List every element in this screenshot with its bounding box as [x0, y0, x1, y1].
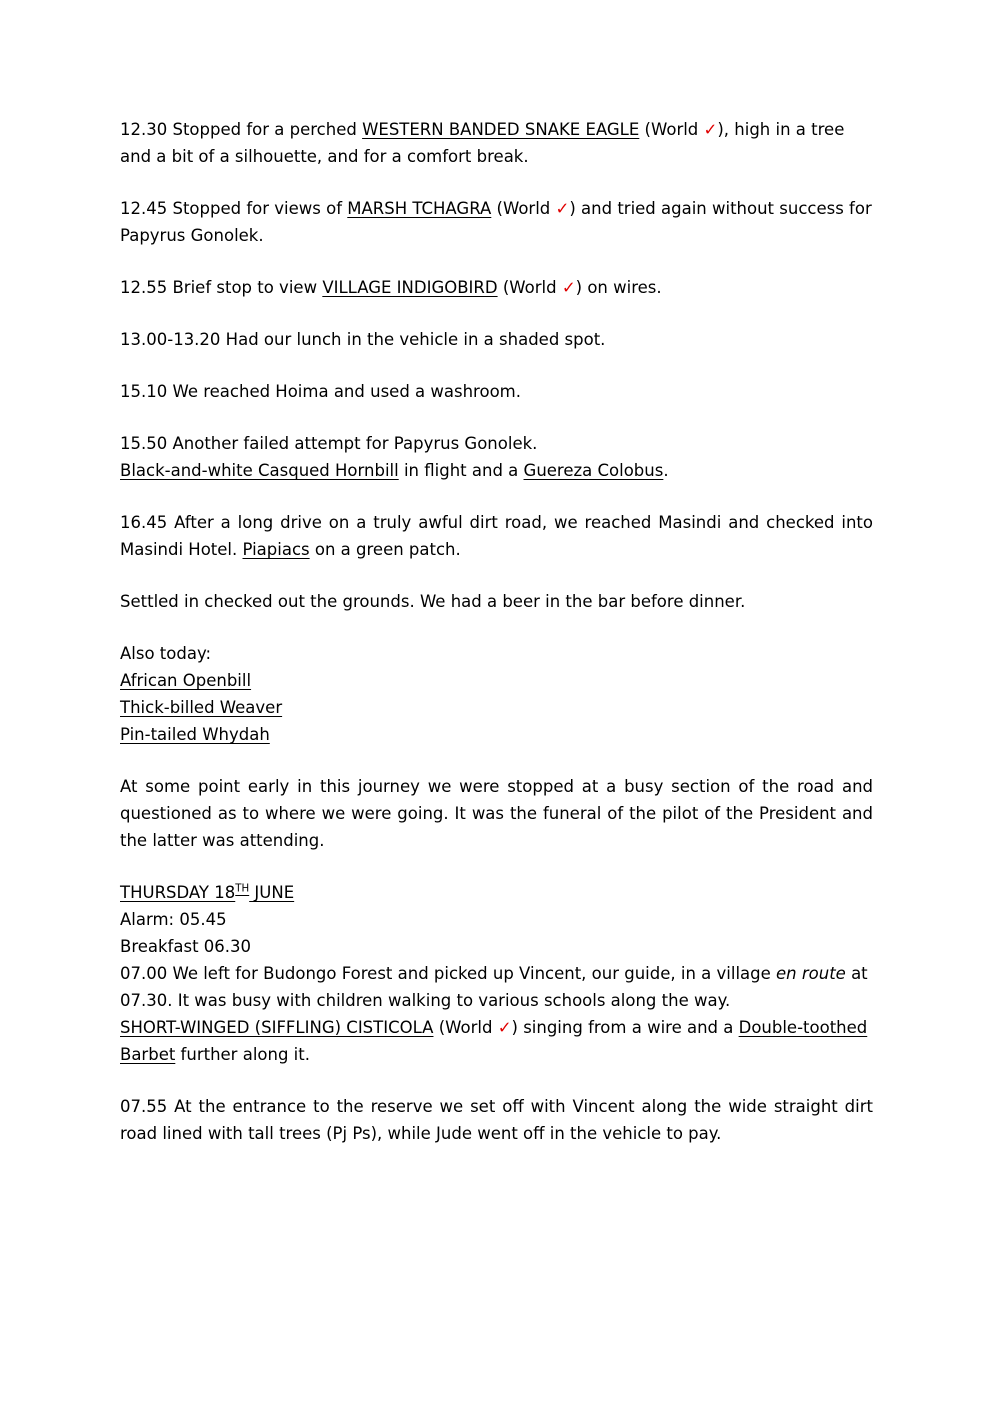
text-run: Alarm: 05.45	[120, 910, 227, 929]
text-run: 13.00-13.20 Had our lunch in the vehicle in a shaded spot.	[120, 330, 606, 349]
text-run: Breakfast 06.30	[120, 937, 252, 956]
underlined-species-name: SHORT-WINGED (SIFFLING) CISTICOLA	[120, 1018, 434, 1037]
checkmark-icon: ✓	[703, 120, 718, 139]
underlined-species-name: Pin-tailed Whydah	[120, 725, 270, 744]
underlined-species-name: Piapiacs	[242, 540, 310, 559]
text-run: 12.30 Stopped for a perched	[120, 120, 363, 139]
text-run: 07.55 At the entrance to the reserve we set off with Vincent along the wide straight dirt road lined with tall trees (Pj Ps), while Jude went off in the vehicle to pay.	[120, 1097, 873, 1143]
checkmark-icon: ✓	[555, 199, 570, 218]
text-run: 07.00 We left for Budongo Forest and picked up Vincent, our guide, in a village	[120, 964, 777, 983]
text-run: 15.50 Another failed attempt for Papyrus Gonolek.	[120, 434, 538, 453]
underlined-species-name: MARSH TCHAGRA	[347, 199, 492, 218]
underlined-species-name: Black-and-white Casqued Hornbill	[120, 461, 399, 480]
text-run: (World	[497, 278, 562, 297]
paragraph	[120, 588, 873, 615]
underlined-species-name: Double-toothed Barbet	[120, 1018, 868, 1064]
text-run: further along it.	[175, 1045, 310, 1064]
text-run: 16.45 After a long drive on a truly awful dirt road, we reached Masindi and checked into Masindi Hotel.	[120, 513, 873, 559]
text-run: (World	[491, 199, 556, 218]
paragraph	[120, 509, 873, 563]
text-run: At some point early in this journey we were stopped at a busy section of the road and questioned as to where we were going. It was the funeral of the pilot of the President and the latter was attending.	[120, 777, 873, 850]
text-run: Also today:	[120, 644, 212, 663]
paragraph	[120, 773, 873, 854]
text-run: ) singing from a wire and a	[511, 1018, 739, 1037]
text-run: Settled in checked out the grounds. We had a beer in the bar before dinner.	[120, 592, 746, 611]
text-run: (World	[639, 120, 704, 139]
underlined-species-name: African Openbill	[120, 671, 252, 690]
paragraph	[120, 378, 873, 405]
paragraph	[120, 1093, 873, 1147]
text-run: ) and tried again without success for Papyrus Gonolek.	[120, 199, 872, 245]
text-run: in flight and a	[398, 461, 524, 480]
text-run: (World	[433, 1018, 498, 1037]
paragraph	[120, 274, 873, 301]
text-run: ), high in a tree and a bit of a silhouette, and for a comfort break.	[120, 120, 845, 166]
document-body	[120, 116, 873, 1147]
underlined-species-name: Guereza Colobus	[523, 461, 664, 480]
text-run: at 07.30. It was busy with children walking to various schools along the way.	[120, 964, 868, 1010]
paragraph	[120, 430, 873, 484]
paragraph	[120, 640, 873, 748]
text-run: 15.10 We reached Hoima and used a washroom.	[120, 382, 521, 401]
paragraph	[120, 326, 873, 353]
underlined-species-name: JUNE	[249, 883, 295, 902]
underlined-species-name: THURSDAY 18	[120, 883, 236, 902]
text-run: 12.45 Stopped for views of	[120, 199, 348, 218]
paragraph	[120, 195, 873, 249]
text-run: ) on wires.	[575, 278, 662, 297]
paragraph	[120, 116, 873, 170]
underlined-species-name: VILLAGE INDIGOBIRD	[322, 278, 498, 297]
superscript-text: TH	[235, 883, 250, 895]
text-run: 12.55 Brief stop to view	[120, 278, 323, 297]
underlined-species-name: WESTERN BANDED SNAKE EAGLE	[362, 120, 640, 139]
checkmark-icon: ✓	[561, 278, 576, 297]
underlined-species-name: Thick-billed Weaver	[120, 698, 283, 717]
paragraph	[120, 879, 873, 1068]
text-run: on a green patch.	[309, 540, 461, 559]
checkmark-icon: ✓	[497, 1018, 512, 1037]
italic-text: en route	[776, 964, 846, 983]
text-run: .	[663, 461, 669, 480]
